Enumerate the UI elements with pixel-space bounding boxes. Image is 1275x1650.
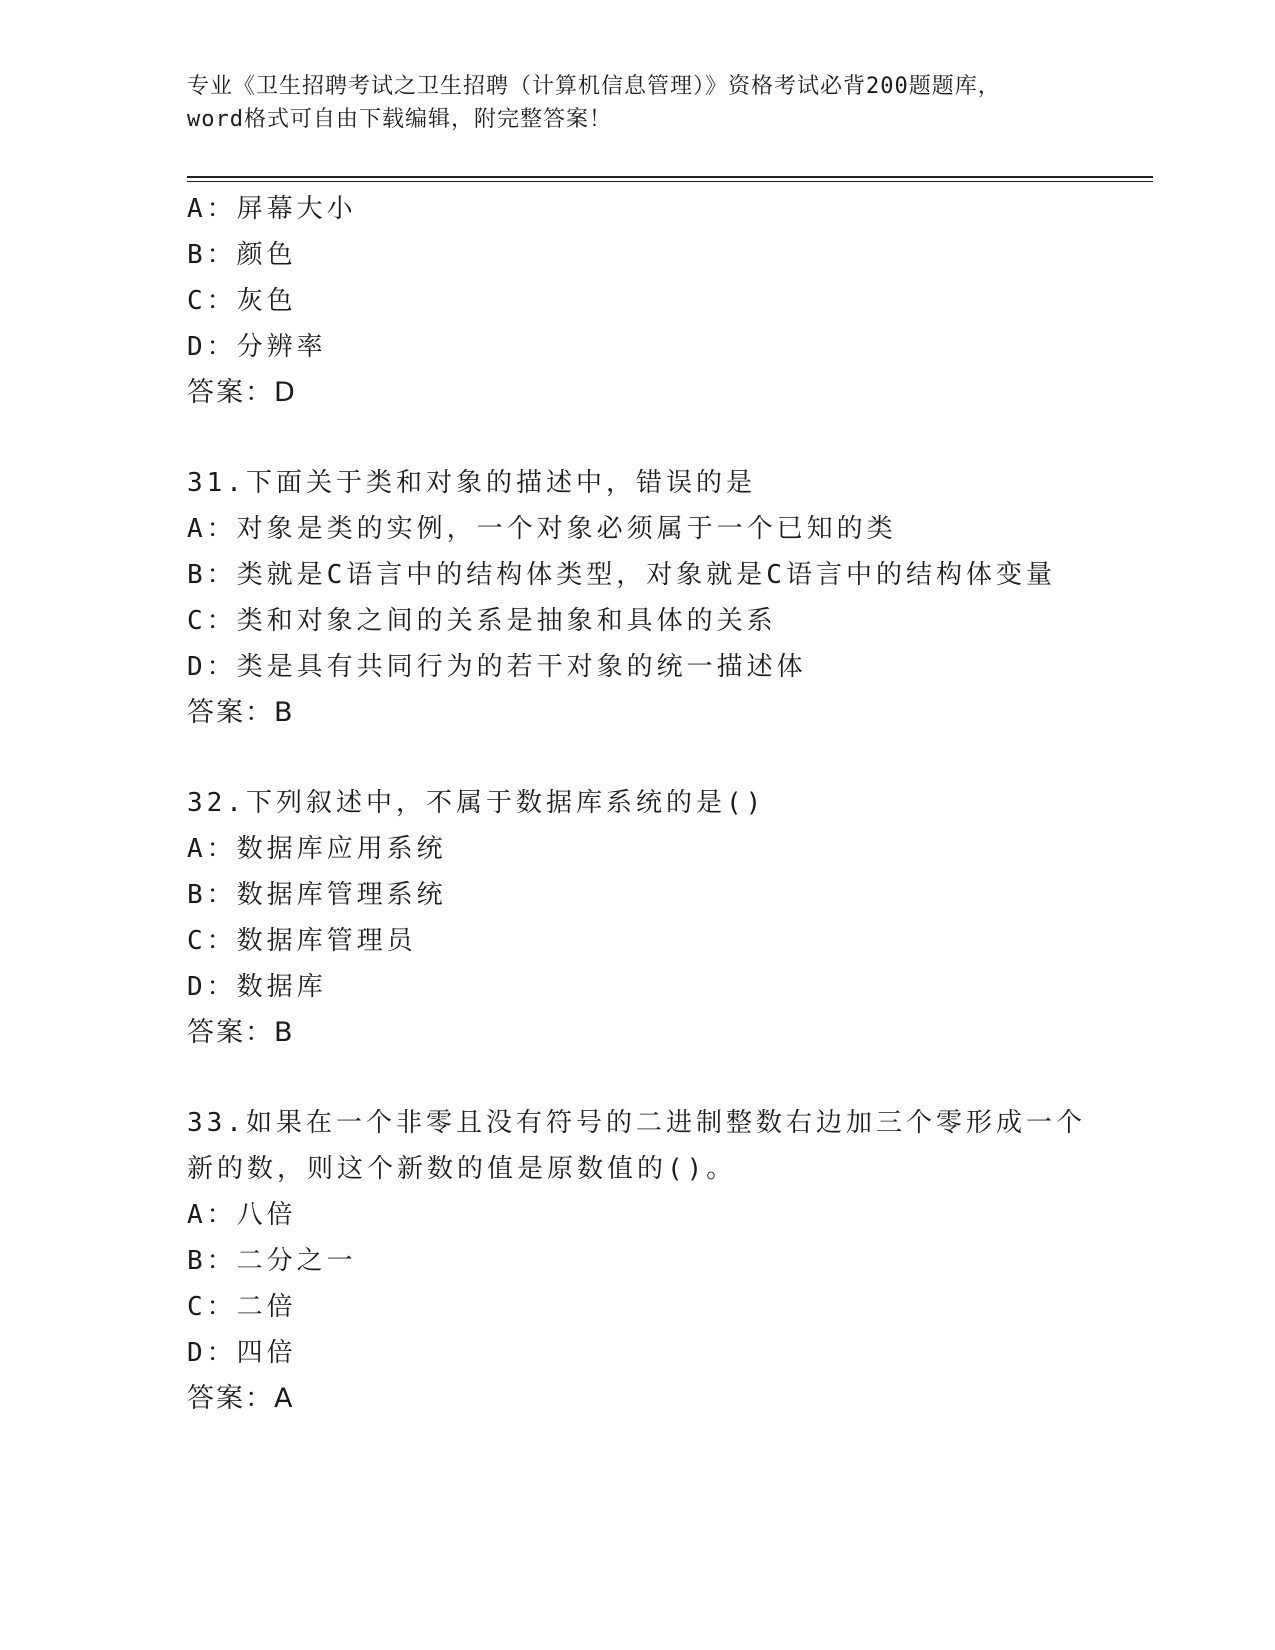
answer-line: 答案：B [187, 697, 295, 728]
block-spacer [187, 416, 1147, 460]
document-header [187, 70, 1087, 136]
option-b: B：颜色 [187, 240, 297, 270]
option-d: D：四倍 [187, 1338, 297, 1368]
question-text: 32.下列叙述中，不属于数据库系统的是() [187, 788, 766, 818]
option-c: C：数据库管理员 [187, 926, 417, 956]
option-a: A：八倍 [187, 1200, 297, 1230]
option-b: B：数据库管理系统 [187, 880, 447, 910]
option-c: C：类和对象之间的关系是抽象和具体的关系 [187, 606, 777, 636]
question-block [187, 1100, 1147, 1422]
option-a: A：对象是类的实例，一个对象必须属于一个已知的类 [187, 514, 897, 544]
option-a: A：数据库应用系统 [187, 834, 447, 864]
option-d: D：分辨率 [187, 332, 327, 362]
option-d: D：数据库 [187, 972, 327, 1002]
header-line-1: 专业《卫生招聘考试之卫生招聘（计算机信息管理）》资格考试必背200题题库， [187, 74, 1001, 99]
question-block [187, 186, 1147, 416]
option-a: A：屏幕大小 [187, 194, 357, 224]
header-divider [187, 176, 1153, 182]
question-list [187, 186, 1147, 1422]
option-b: B：二分之一 [187, 1246, 357, 1276]
option-c: C：二倍 [187, 1292, 297, 1322]
answer-line: 答案：B [187, 1017, 295, 1048]
question-text: 33.如果在一个非零且没有符号的二进制整数右边加三个零形成一个新的数，则这个新数的值是原数值的()。 [187, 1108, 1086, 1184]
header-line-2: word格式可自由下载编辑，附完整答案！ [187, 107, 612, 132]
option-b: B：类就是C语言中的结构体类型，对象就是C语言中的结构体变量 [187, 560, 1056, 590]
answer-line: 答案：D [187, 377, 297, 408]
option-c: C：灰色 [187, 286, 297, 316]
answer-line: 答案：A [187, 1383, 295, 1414]
block-spacer [187, 736, 1147, 780]
block-spacer [187, 1056, 1147, 1100]
option-d: D：类是具有共同行为的若干对象的统一描述体 [187, 652, 807, 682]
question-block [187, 460, 1147, 736]
question-block [187, 780, 1147, 1056]
document-page [187, 70, 1147, 1422]
question-text: 31.下面关于类和对象的描述中，错误的是 [187, 468, 756, 498]
